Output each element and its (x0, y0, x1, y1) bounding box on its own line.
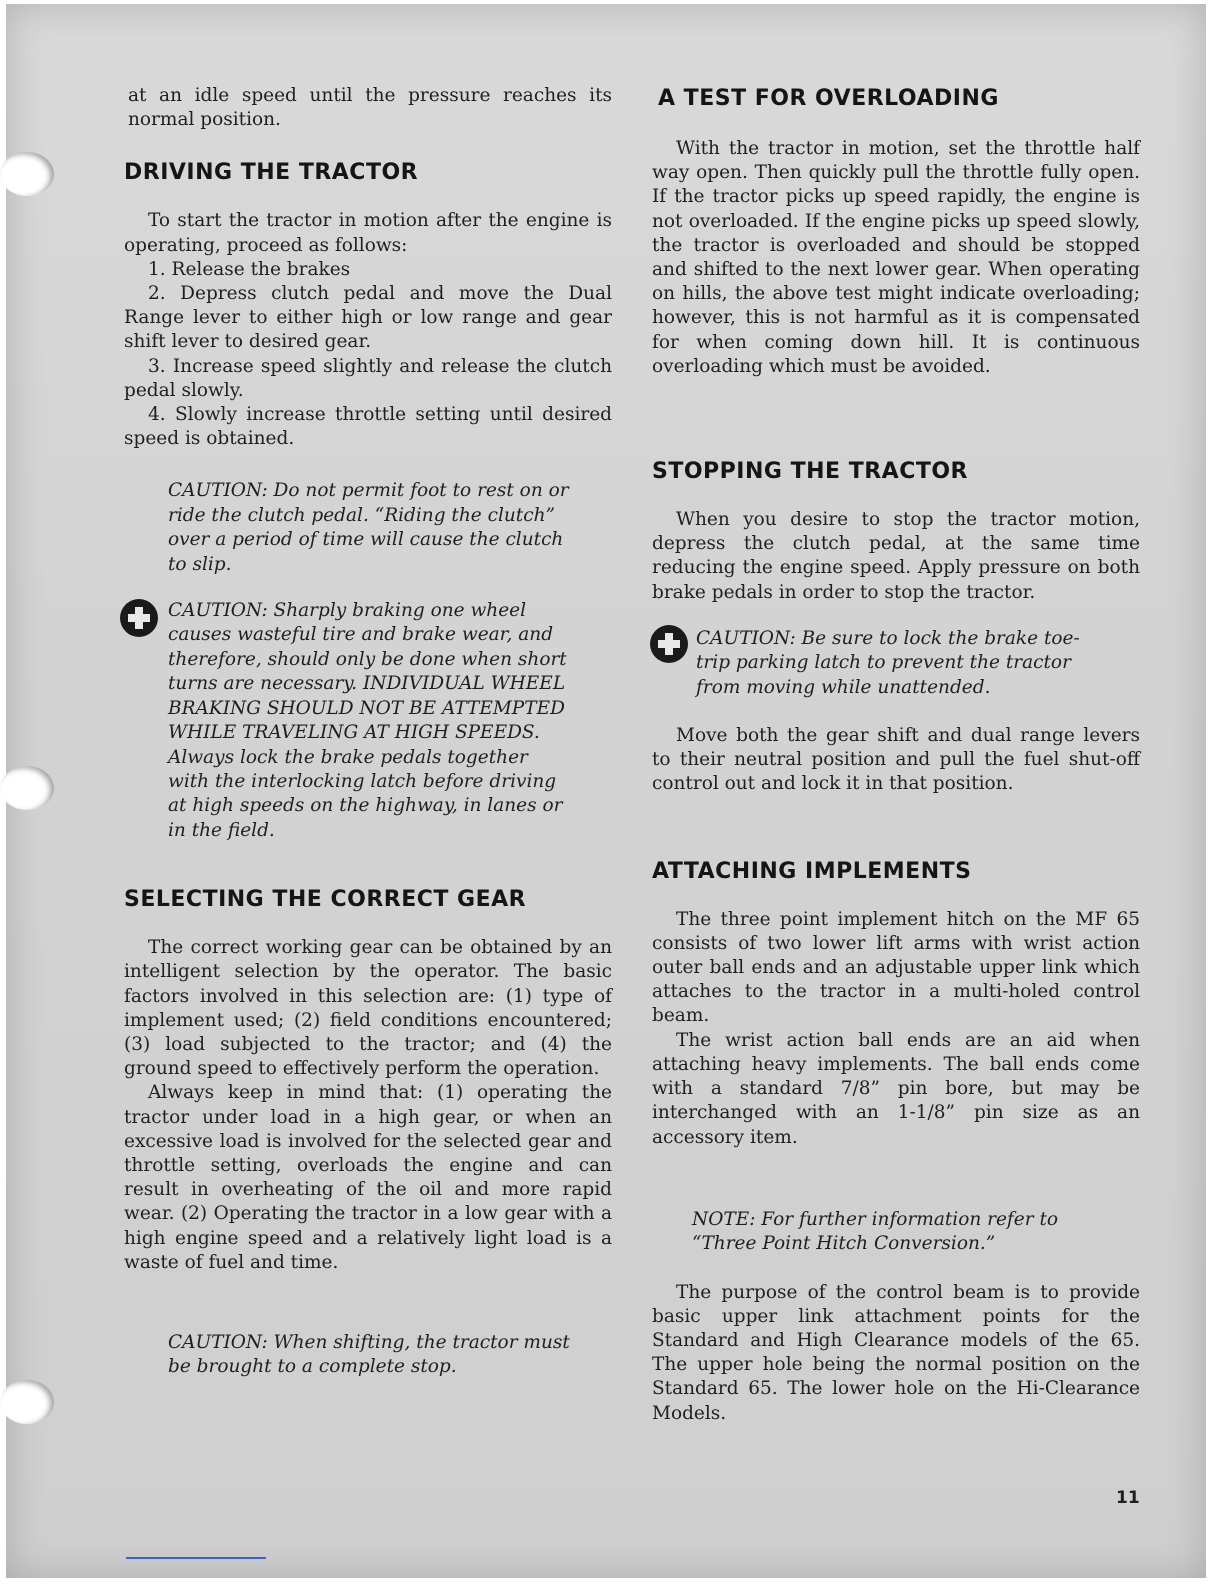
caution-brake-latch-block (652, 627, 1140, 700)
link-underline (126, 1557, 266, 1559)
section-heading-stopping: STOPPING THE TRACTOR (652, 459, 968, 485)
caution-clutch: CAUTION: Do not permit foot to rest on or ride the clutch pedal. “Riding the clutch” over a period of time will cause the clutch to slip. (168, 480, 569, 575)
page-number: 11 (1116, 1488, 1140, 1508)
stopping-paragraph: Move both the gear shift and dual range levers to their neutral position and pull the fuel shut-off control out and lock it in that position. (652, 725, 1140, 795)
driving-step: 4. Slowly increase throttle setting until desired speed is obtained. (124, 404, 612, 450)
driving-step: 1. Release the brakes (148, 258, 351, 280)
caution-braking: CAUTION: Sharply braking one wheel causes wasteful tire and brake wear, and therefore, should only be done when short turns are necessary. INDIVIDUAL WHEEL BRAKING SHOULD NOT BE ATTEMPTED WHILE TRAVELING AT HIGH SPEEDS. Always lock the brake pedals together with the interlocking latch before driving at high speeds on the highway, in lanes or in the field. (168, 600, 567, 841)
section-heading-driving: DRIVING THE TRACTOR (124, 160, 419, 186)
left-column (124, 84, 612, 1380)
implements-paragraph: The purpose of the control beam is to provide basic upper link attachment points for the Standard and High Clearance models of the 65. The upper hole being the normal position on the Standard 65. The lower hole on the Hi-Clearance Models. (652, 1281, 1140, 1424)
overloading-paragraph: With the tractor in motion, set the throttle half way open. Then quickly pull the throttle fully open. If the tractor picks up speed rapidly, the engine is not overloaded. If the engine picks up speed slowly, the tractor is overloaded and should be stopped and shifted to the next lower gear. When operating on hills, the above test might indicate overloading; however, this is not harmful as it is compensated for when coming down hill. It is continuous overloading which must be avoided. (652, 138, 1140, 377)
intro-text: at an idle speed until the pressure reaches its normal position. (128, 85, 612, 131)
caution-brake-latch: CAUTION: Be sure to lock the brake toe-trip parking latch to prevent the tractor from moving while unattended. (696, 627, 1080, 698)
binder-hole (0, 152, 54, 196)
section-heading-gear: SELECTING THE CORRECT GEAR (124, 887, 527, 913)
safety-cross-icon (650, 625, 688, 663)
stopping-paragraph: When you desire to stop the tractor motion, depress the clutch pedal, at the same time reducing the engine speed. Apply pressure on both brake pedals in order to stop the tractor. (652, 509, 1140, 603)
binder-hole (0, 766, 54, 810)
driving-intro: To start the tractor in motion after the engine is operating, proceed as follows: (124, 210, 612, 256)
driving-step: 2. Depress clutch pedal and move the Dual Range lever to either high or low range and gear shift lever to desired gear. (124, 283, 612, 353)
right-column (652, 84, 1140, 1426)
implements-paragraph: The wrist action ball ends are an aid when attaching heavy implements. The ball ends come with a standard 7/8” pin bore, but may be interchanged with an 1-1/8” pin size as an accessory item. (652, 1029, 1140, 1148)
caution-shifting: CAUTION: When shifting, the tractor must be brought to a complete stop. (168, 1331, 570, 1378)
driving-step: 3. Increase speed slightly and release the clutch pedal slowly. (124, 355, 612, 401)
gear-paragraph: Always keep in mind that: (1) operating the tractor under load in a high gear, or when an excessive load is involved for the selected gear and throttle setting, overloads the engine and can result in overheating of the oil and more rapid wear. (2) Operating the tractor in a low gear with a high engine speed and a relatively light load is a waste of fuel and time. (124, 1082, 612, 1273)
binder-hole (0, 1380, 54, 1424)
section-heading-implements: ATTACHING IMPLEMENTS (652, 858, 972, 884)
implements-paragraph: The three point implement hitch on the MF 65 consists of two lower lift arms with wrist action outer ball ends and an adjustable upper link which attaches to the tractor in a multi-holed control beam. (652, 908, 1140, 1027)
gear-paragraph: The correct working gear can be obtained by an intelligent selection by the operator. The basic factors involved in this selection are: (1) type of implement used; (2) field conditions encountered; (3) load subjected to the tractor; and (4) the ground speed to effectively perform the operation. (124, 937, 612, 1080)
caution-braking-block (124, 599, 612, 843)
note-hitch-conversion: NOTE: For further information refer to “Three Point Hitch Conversion.” (692, 1208, 1059, 1255)
section-heading-overloading: A TEST FOR OVERLOADING (658, 86, 999, 111)
safety-cross-icon (120, 599, 158, 637)
